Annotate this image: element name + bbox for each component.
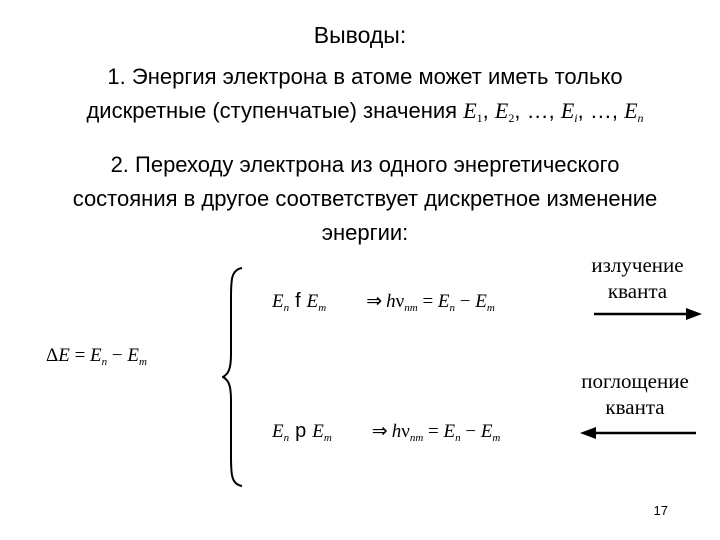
conclusion-1-line1: 1. Энергия электрона в атоме может иметь только [107,64,623,89]
conclusion-2 [20,148,710,250]
energy-symbol: E [306,291,319,312]
energy-symbol: E [494,98,509,123]
subscript-n: n [283,302,290,314]
energy-symbol: E [272,291,284,312]
energy-symbol: E [312,421,324,442]
energy-symbol: E [463,98,477,123]
emission-equation [272,290,495,314]
absorption-equation [272,420,500,444]
delta-symbol: Δ [46,345,59,366]
energy-symbol: E [443,421,456,442]
conclusion-1-line2-text: дискретные (ступенчатые) значения [86,98,464,123]
emission-label-line1: излучение [591,253,684,277]
conclusion-1 [20,60,710,135]
ellipsis: …, [589,98,625,123]
comma: , [577,98,590,123]
minus-sign: − [455,291,476,312]
subscript-n: n [283,432,290,444]
conclusion-2-line2: состояния в другое соответствует дискретное изменение [72,186,658,211]
energy-symbol: E [437,291,450,312]
implies-symbol: ⇒ [371,421,388,442]
energy-symbol: E [127,345,139,366]
implies-symbol: ⇒ [366,291,383,312]
page-number: 17 [653,503,668,518]
energy-symbol: E [90,345,102,366]
energy-symbol: E [560,98,575,123]
absorption-arrow-icon [578,425,698,441]
subscript-m: m [492,432,501,444]
curly-brace-icon [222,266,248,488]
subscript-m: m [138,356,147,368]
comma: , [482,98,495,123]
greater-than-symbol: f [295,290,301,312]
energy-symbol: E [58,345,70,366]
absorption-label [555,368,715,420]
subscript-n: n [455,432,461,444]
energy-symbol: E [272,421,284,442]
conclusion-2-line1: 2. Переходу электрона из одного энергетического [110,152,620,177]
less-than-symbol: p [295,420,307,442]
energy-sub-n: n [637,111,644,125]
energy-symbol: E [480,421,493,442]
energy-sub-2: 2 [508,111,515,125]
minus-sign: − [460,421,481,442]
emission-label [565,252,710,304]
energy-sub-i: i [574,111,578,125]
planck-constant: h [391,421,402,442]
absorption-label-line1: поглощение [581,369,689,393]
planck-constant: h [386,291,396,312]
comma: , [548,98,561,123]
comma: , [514,98,527,123]
equals-sign: = [69,345,91,366]
delta-energy-equation [46,345,147,368]
energy-sub-1: 1 [476,111,483,125]
subscript-m: m [486,302,495,314]
emission-arrow-icon [592,306,704,322]
equals-sign: = [417,291,438,312]
conclusion-2-line3: энергии: [321,220,409,245]
conclusion-1-line2 [20,94,710,135]
frequency-symbol: ν [401,421,410,442]
energy-symbol: E [475,291,487,312]
subscript-n: n [449,302,456,314]
absorption-label-line2: кванта [605,395,665,419]
ellipsis: … [526,98,549,123]
subscript-m: m [318,302,327,314]
slide-title: Выводы: [313,22,407,48]
subscript-nm: nm [409,432,424,444]
frequency-symbol: ν [395,291,405,312]
minus-sign: − [107,345,128,366]
energy-symbol: E [624,98,638,123]
equals-sign: = [423,421,444,442]
subscript-n: n [101,356,108,368]
emission-label-line2: кванта [607,279,668,303]
subscript-nm: nm [404,302,418,314]
subscript-m: m [323,432,332,444]
